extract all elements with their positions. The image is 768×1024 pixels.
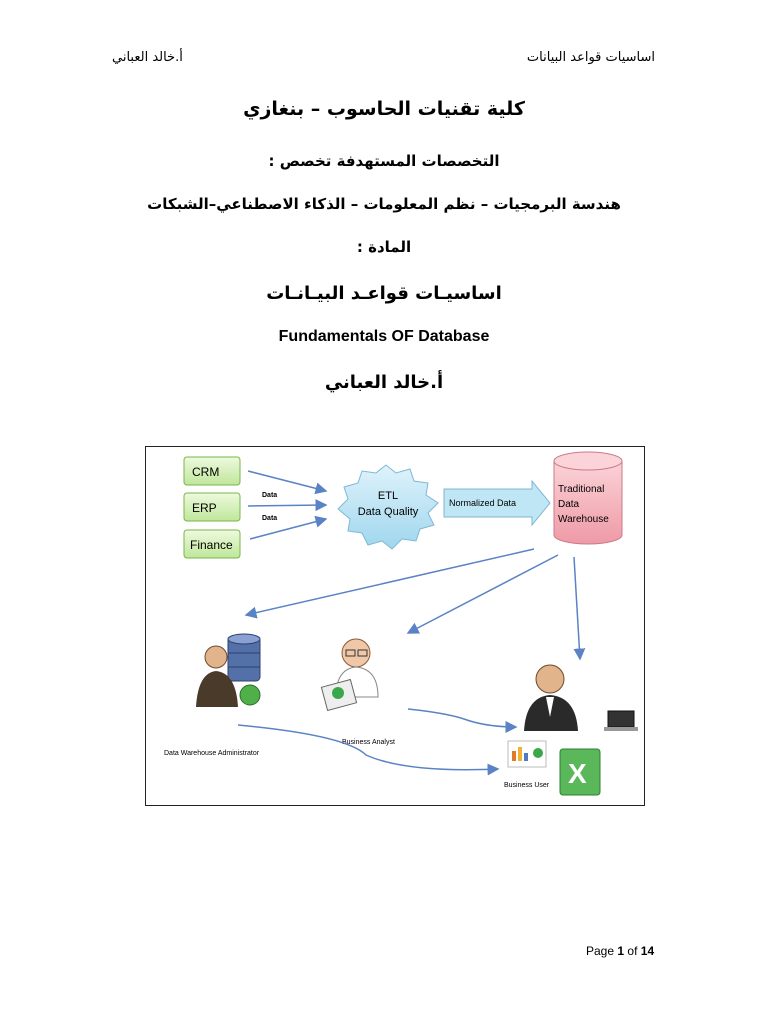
etl-label-1: ETL xyxy=(377,490,399,502)
data-label-2: Data xyxy=(262,515,278,522)
target-label: التخصصات المستهدفة تخصص : xyxy=(268,152,500,170)
arrow-analyst-user xyxy=(408,709,516,727)
warehouse-label-3: Warehouse xyxy=(558,514,609,525)
arrow-warehouse-user xyxy=(574,557,580,659)
arrow-admin-user xyxy=(238,725,498,770)
arrow-crm-etl xyxy=(248,471,326,491)
data-warehouse-diagram xyxy=(145,446,645,806)
diagram-canvas xyxy=(146,447,644,805)
specializations: هندسة البرمجيات – نظم المعلومات – الذكاء الاصطناعي–الشبكات xyxy=(147,195,621,213)
arrow-warehouse-admin xyxy=(246,549,534,615)
source-finance-label: Finance xyxy=(190,538,233,552)
source-crm-label: CRM xyxy=(192,465,220,479)
instructor-name: أ.خالد العباني xyxy=(324,372,444,393)
normalized-data-arrow xyxy=(444,481,550,525)
page-footer xyxy=(586,944,654,958)
etl-label-2: Data Quality xyxy=(357,506,419,518)
source-finance xyxy=(184,530,240,558)
arrow-erp-etl xyxy=(248,505,326,506)
arrow-finance-etl xyxy=(250,519,326,539)
business-analyst-icon xyxy=(321,639,378,710)
warehouse-label-1: Traditional xyxy=(558,484,605,495)
source-crm xyxy=(184,457,240,485)
svg-text:X: X xyxy=(568,758,587,789)
header-author: أ.خالد العباني xyxy=(112,50,183,65)
arrow-warehouse-analyst xyxy=(408,555,558,633)
traditional-data-warehouse xyxy=(554,452,622,544)
data-label-1: Data xyxy=(262,492,278,499)
user-label: Business User xyxy=(504,782,550,789)
page-total: 14 xyxy=(640,944,655,958)
admin-label: Data Warehouse Administrator xyxy=(164,750,260,757)
excel-icon xyxy=(560,749,600,795)
analyst-label: Business Analyst xyxy=(342,739,395,746)
warehouse-label-2: Data xyxy=(558,499,580,510)
page-word: Page xyxy=(586,944,615,958)
normalized-data-label: Normalized Data xyxy=(449,498,517,508)
source-erp-label: ERP xyxy=(192,501,217,515)
header-course: اساسيات قواعد البيانات xyxy=(526,50,655,65)
subject-arabic: اساسيـات قواعـد البيـانـات xyxy=(266,283,502,304)
subject-english: Fundamentals OF Database xyxy=(278,328,490,345)
subject-label: المادة : xyxy=(356,238,412,256)
administrator-icon xyxy=(196,634,260,707)
source-erp xyxy=(184,493,240,521)
of-word: of xyxy=(627,944,638,958)
college-title: كلية تقنيات الحاسوب – بنغازي xyxy=(243,98,525,120)
etl-data-quality xyxy=(338,465,438,549)
laptop-icon xyxy=(604,711,638,731)
business-user-icon xyxy=(524,665,578,731)
chart-report-icon xyxy=(508,741,546,767)
page-number: 1 xyxy=(617,944,625,958)
